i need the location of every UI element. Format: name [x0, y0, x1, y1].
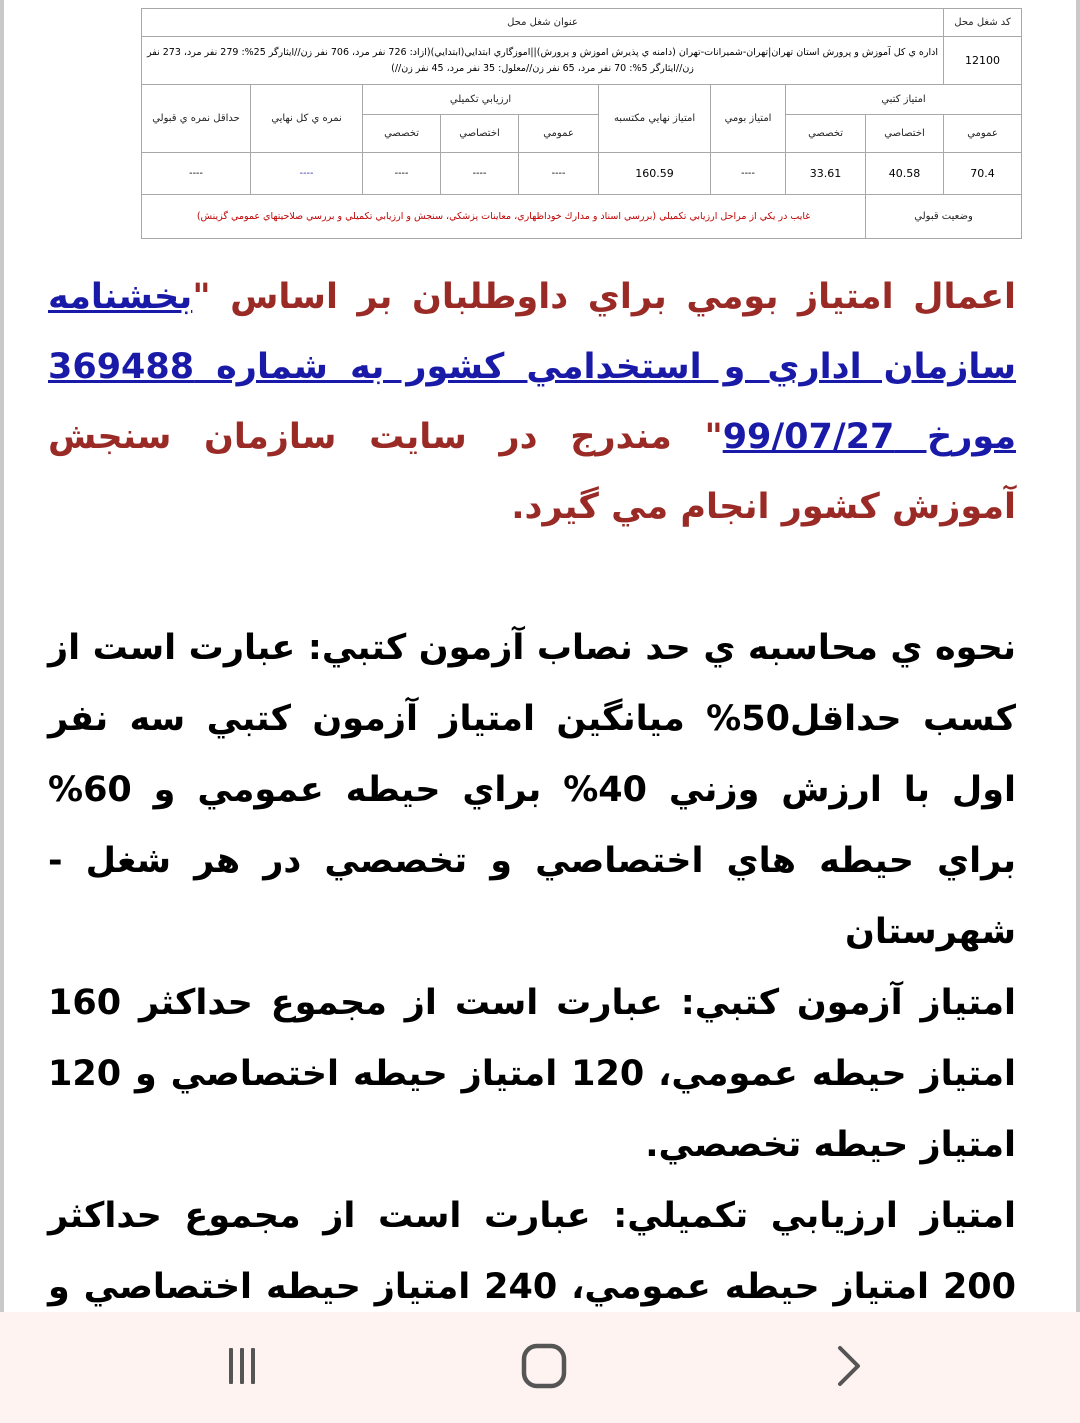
recent-apps-button[interactable] — [192, 1336, 292, 1396]
header-acceptance-status: وضعيت قبولي — [866, 195, 1022, 239]
header-supp-general: عمومي — [519, 115, 599, 153]
header-supp-specialized: تخصصي — [363, 115, 441, 153]
header-job-title: عنوان شغل محل — [142, 9, 944, 37]
acceptance-status-value: غايب در يكي از مراحل ارزيابي تكميلي (بررسي اسناد و مدارك خوداظهاري، معاينات پزشكي، سنجش و ارزيابي تكميلي و بررسي صلاحيتهاي عمومي گزينش) — [142, 195, 866, 239]
job-title: اداره ي كل آموزش و پرورش استان تهران|تهران-شميرانات-تهران (دامنه ي پذيرش اموزش و پرورش)||اموزگاري ابتدايي(ابتدايي)(ازاد: 726 نفر مرد، 706 نفر زن//ايثارگر 25%: 279 نفر مرد، 273 نفر زن//ايثارگر 5%: 70 نفر مرد، 65 نفر زن//معلول: 35 نفر مرد، 45 نفر زن//) — [142, 37, 944, 85]
score-explanation — [48, 613, 1016, 1394]
header-supplementary-evaluation: ارزيابي تكميلي — [363, 85, 599, 115]
navigation-bar — [0, 1312, 1080, 1423]
native-score-value: ---- — [711, 153, 786, 195]
home-button[interactable] — [494, 1336, 594, 1396]
header-written-specialized: تخصصي — [786, 115, 866, 153]
header-min-pass-score: حداقل نمره ي قبولي — [142, 85, 251, 153]
supp-exclusive-value: ---- — [441, 153, 519, 195]
written-score-paragraph: امتياز آزمون كتبي: عبارت است از مجموع حداكثر 160 امتياز حيطه عمومي، 120 امتياز حيطه اختصاصي و 120 امتياز حيطه تخصصي. — [48, 983, 1016, 1165]
notice-intro: اعمال امتياز بومي براي داوطلبان بر اساس " — [192, 277, 1016, 317]
header-written-general: عمومي — [944, 115, 1022, 153]
back-icon — [828, 1344, 868, 1388]
min-pass-score-value: ---- — [142, 153, 251, 195]
written-exclusive-value: 40.58 — [866, 153, 944, 195]
circular-link[interactable]: بخشنامه سازمان اداري و استخدامي كشور به شماره 369488 مورخ 99/07/27 — [48, 277, 1017, 457]
notice-outro: " مندرج در سايت سازمان سنجش آموزش كشور انجام مي گيرد. — [48, 417, 1016, 527]
supplementary-score-paragraph: امتياز ارزيابي تكميلي: عبارت است از مجموع حداكثر 200 امتياز حيطه عمومي، 240 امتياز حيطه اختصاصي و — [48, 1196, 1016, 1307]
back-button[interactable] — [798, 1336, 898, 1396]
home-icon — [519, 1341, 569, 1391]
header-written-score: امتياز كتبي — [786, 85, 1022, 115]
page-frame-left — [0, 0, 4, 1312]
result-table — [141, 8, 1022, 239]
supp-specialized-value: ---- — [363, 153, 441, 195]
page-frame-right — [1076, 0, 1080, 1312]
job-code: 12100 — [944, 37, 1022, 85]
written-general-value: 70.4 — [944, 153, 1022, 195]
header-native-score: امتياز بومي — [711, 85, 786, 153]
native-score-notice — [48, 262, 1016, 542]
written-specialized-value: 33.61 — [786, 153, 866, 195]
written-threshold-paragraph: نحوه ي محاسبه ي حد نصاب آزمون كتبي: عبارت است از كسب حداقل50% ميانگين امتياز آزمون كتبي سه نفر اول با ارزش وزني 40% براي حيطه عمومي و 60% براي حيطه هاي اختصاصي و تخصصي در هر شغل - شهرستان — [48, 628, 1016, 952]
header-supp-exclusive: اختصاصي — [441, 115, 519, 153]
header-total-final-score: نمره ي كل نهايي — [251, 85, 363, 153]
header-job-code: کد شغل محل — [944, 9, 1022, 37]
header-written-exclusive: اختصاصي — [866, 115, 944, 153]
total-final-score-value: ---- — [251, 153, 363, 195]
header-final-earned-score: امتياز نهايي مكتسبه — [599, 85, 711, 153]
final-earned-score-value: 160.59 — [599, 153, 711, 195]
supp-general-value: ---- — [519, 153, 599, 195]
recent-apps-icon — [220, 1344, 264, 1388]
